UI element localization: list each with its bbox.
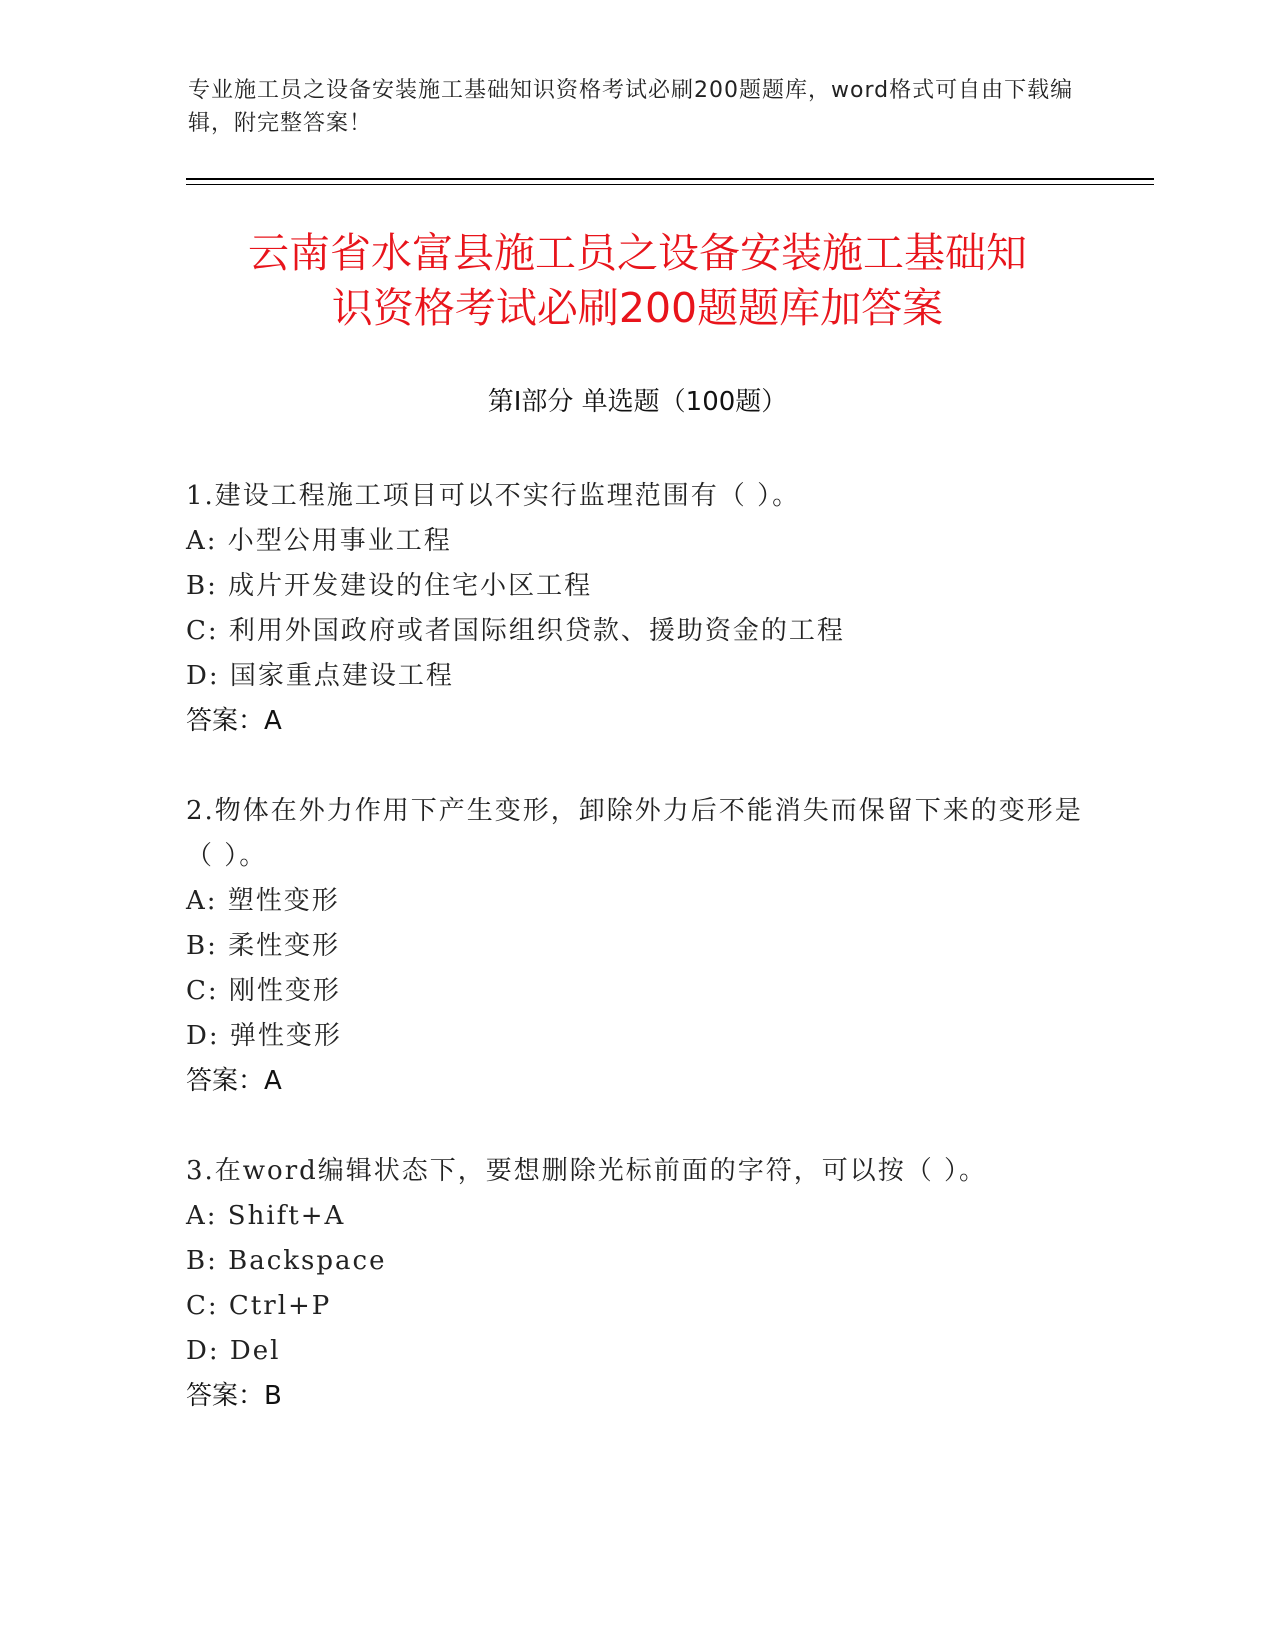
question-stem: 3.在word编辑状态下，要想删除光标前面的字符，可以按（ ）。 — [186, 1156, 988, 1186]
option-c: C: 利用外国政府或者国际组织贷款、援助资金的工程 — [186, 616, 845, 646]
question-3 — [186, 1149, 1086, 1419]
question-stem: 1.建设工程施工项目可以不实行监理范围有（ ）。 — [186, 481, 801, 511]
option-b: B: Backspace — [186, 1246, 387, 1276]
document-title-line-2: 识资格考试必刷200题题库加答案 — [331, 284, 944, 332]
answer: 答案：B — [186, 1381, 282, 1411]
option-b: B: 柔性变形 — [186, 931, 341, 961]
header-divider-thin — [186, 184, 1154, 185]
option-a: A: 小型公用事业工程 — [186, 526, 452, 556]
question-2 — [186, 789, 1086, 1104]
question-stem: 2.物体在外力作用下产生变形，卸除外力后不能消失而保留下来的变形是（ ）。 — [186, 796, 1083, 871]
question-list — [186, 474, 1086, 1464]
header-divider-thick — [186, 178, 1154, 180]
option-a: A: Shift+A — [186, 1201, 346, 1231]
header-note: 专业施工员之设备安装施工基础知识资格考试必刷200题题库，word格式可自由下载编辑，附完整答案！ — [188, 78, 1074, 136]
option-a: A: 塑性变形 — [186, 886, 340, 916]
answer: 答案：A — [186, 1066, 282, 1096]
option-c: C: Ctrl+P — [186, 1291, 332, 1321]
section-heading: 第Ⅰ部分 单选题（100题） — [487, 387, 788, 417]
question-1 — [186, 474, 1086, 744]
option-d: D: 弹性变形 — [186, 1021, 342, 1051]
option-c: C: 刚性变形 — [186, 976, 341, 1006]
option-b: B: 成片开发建设的住宅小区工程 — [186, 571, 593, 601]
option-d: D: Del — [186, 1336, 281, 1366]
option-d: D: 国家重点建设工程 — [186, 661, 454, 691]
document-title-line-1: 云南省水富县施工员之设备安装施工基础知 — [248, 229, 1027, 277]
answer: 答案：A — [186, 706, 282, 736]
document-title — [170, 226, 1105, 336]
